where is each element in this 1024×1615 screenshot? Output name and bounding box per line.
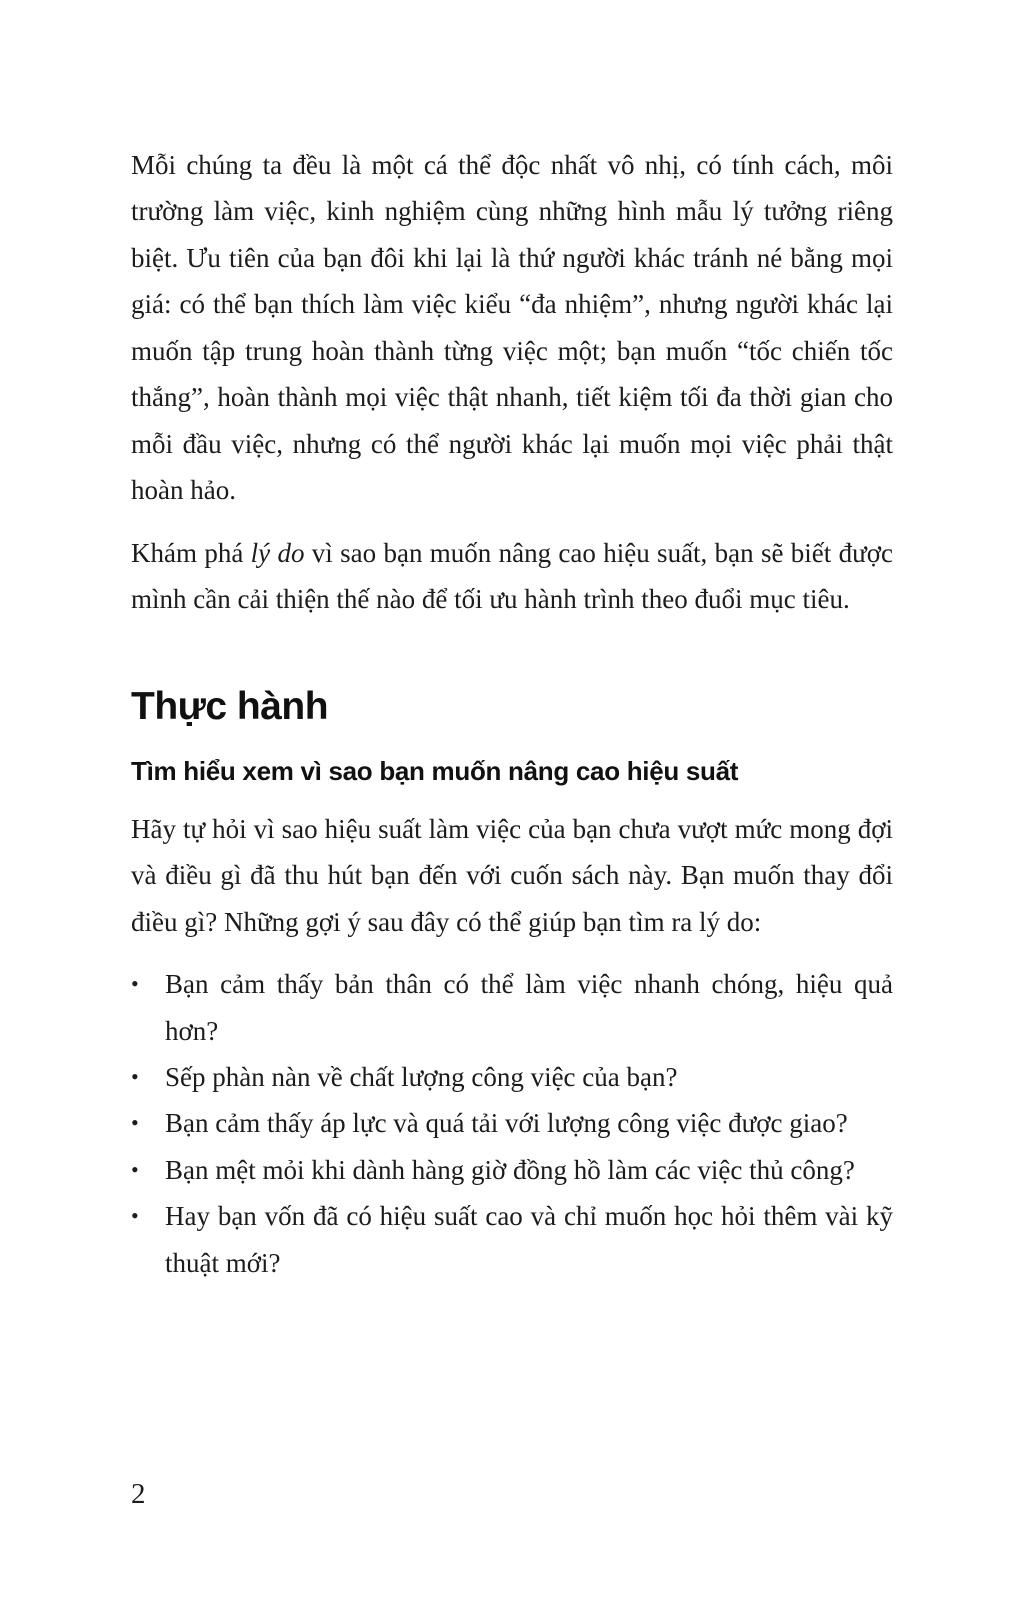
bullet-item: [131, 961, 893, 1054]
bullet-text: Bạn cảm thấy áp lực và quá tải với lượng công việc được giao?: [165, 1108, 848, 1139]
paragraph-question: Hãy tự hỏi vì sao hiệu suất làm việc của bạn chưa vượt mức mong đợi và điều gì đã thu hút bạn đến với cuốn sách này. Bạn muốn thay đổi điều gì? Những gợi ý sau đây có thể giúp bạn tìm ra lý do:: [131, 813, 893, 937]
paragraph-discover: [131, 530, 893, 623]
paragraph-discover-post: vì sao bạn muốn nâng cao hiệu suất, bạn sẽ biết được mình cần cải thiện thế nào để tối ưu hành trình theo đuổi mục tiêu.: [131, 537, 893, 614]
bullet-text: Sếp phàn nàn về chất lượng công việc của bạn?: [165, 1061, 678, 1092]
bullet-text: Hay bạn vốn đã có hiệu suất cao và chỉ muốn học hỏi thêm vài kỹ thuật mới?: [165, 1201, 893, 1278]
paragraph-discover-pre: Khám phá: [131, 537, 251, 568]
bullet-text: Bạn cảm thấy bản thân có thể làm việc nhanh chóng, hiệu quả hơn?: [165, 969, 893, 1046]
bullet-item: [131, 1100, 893, 1146]
bullet-item: [131, 1193, 893, 1286]
bullet-marker: •: [131, 1063, 139, 1089]
bullet-text: Bạn mệt mỏi khi dành hàng giờ đồng hồ làm các việc thủ công?: [165, 1154, 855, 1185]
paragraph-discover-italic: lý do: [250, 537, 305, 568]
page-number: 2: [131, 1478, 146, 1510]
section-heading: Thực hành: [131, 685, 329, 729]
paragraph-intro: Mỗi chúng ta đều là một cá thể độc nhất vô nhị, có tính cách, môi trường làm việc, kinh nghiệm cùng những hình mẫu lý tưởng riêng biệt. Ưu tiên của bạn đôi khi lại là thứ người khác tránh né bằng mọi giá: có thể bạn thích làm việc kiểu “đa nhiệm”, nhưng người khác lại muốn tập trung hoàn thành từng việc một; bạn muốn “tốc chiến tốc thắng”, hoàn thành mọi việc thật nhanh, tiết kiệm tối đa thời gian cho mỗi đầu việc, nhưng có thể người khác lại muốn mọi việc phải thật hoàn hảo.: [131, 150, 893, 506]
bullet-list: [131, 961, 893, 1286]
bullet-item: [131, 1147, 893, 1193]
bullet-marker: •: [131, 1156, 139, 1182]
bullet-marker: •: [131, 1110, 139, 1136]
section-subheading: Tìm hiểu xem vì sao bạn muốn nâng cao hiệu suất: [131, 756, 739, 787]
bullet-item: [131, 1054, 893, 1100]
bullet-marker: •: [131, 971, 139, 997]
page-content: [131, 142, 893, 1286]
bullet-marker: •: [131, 1203, 139, 1229]
